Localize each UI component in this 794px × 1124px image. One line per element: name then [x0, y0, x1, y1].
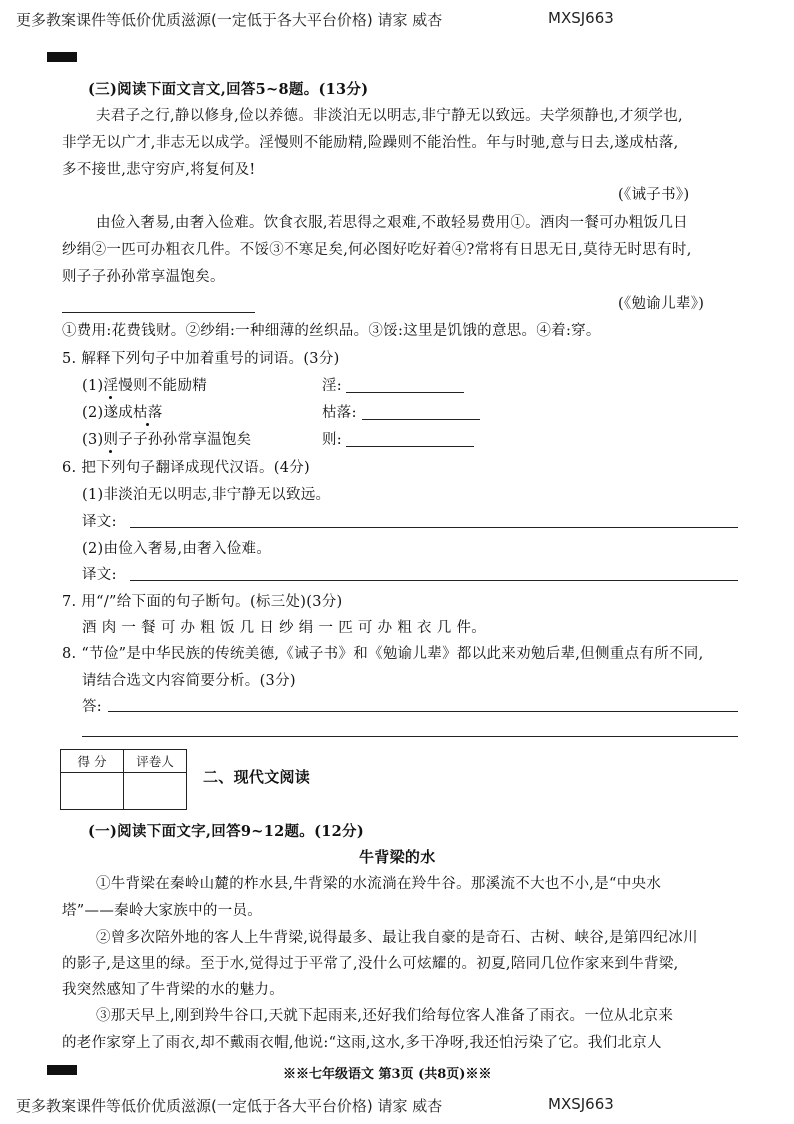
classical-text-line: 则子子孙孙常享温饱矣。: [62, 269, 225, 285]
section-title: (三)阅读下面文言文,回答5~8题。(13分): [88, 81, 369, 98]
registration-mark-top: [47, 52, 77, 62]
essay-line: ①牛背梁在秦岭山麓的柞水县,牛背梁的水流淌在羚牛谷。那溪流不大也不小,是“中央水: [96, 876, 662, 892]
question-7-sentence: 酒 肉 一 餐 可 办 粗 饭 几 日 纱 绢 一 匹 可 办 粗 衣 几 件。: [82, 620, 487, 636]
header-ad-text: 更多教案课件等低价优质滋源(一定低于各大平台价格) 请家 威杏: [16, 11, 443, 29]
translation-line[interactable]: [130, 580, 738, 581]
score-cell[interactable]: [61, 773, 124, 810]
classical-text-line: 由俭入奢易,由奢入俭难。饮食衣服,若思得之艰难,不敢轻易费用①。酒肉一餐可办粗饭几日: [96, 215, 688, 231]
question-8-stem-cont: 请结合选文内容简要分析。(3分): [82, 673, 296, 689]
question-6-stem: 6. 把下列句子翻译成现代汉语。(4分): [62, 460, 310, 476]
translation-label: 译文:: [82, 514, 117, 530]
question-7-stem: 7. 用“/”给下面的句子断句。(标三处)(3分): [62, 594, 343, 610]
emphasis-word: 则: [103, 428, 118, 449]
essay-title: 牛背梁的水: [359, 848, 436, 866]
classical-text-line: 非学无以广才,非志无以成学。淫慢则不能励精,险躁则不能治性。年与时驰,意与日去,遂成枯落,: [62, 135, 679, 151]
answer-blank[interactable]: [346, 446, 474, 447]
footer-ad-text: 更多教案课件等低价优质滋源(一定低于各大平台价格) 请家 威杏: [16, 1097, 443, 1115]
question-6-sentence: (1)非淡泊无以明志,非宁静无以致远。: [82, 487, 331, 503]
subsection-title: (一)阅读下面文字,回答9~12题。(12分): [88, 823, 364, 840]
question-5-item: (1)淫慢则不能励精: [82, 374, 207, 395]
essay-line: ②曾多次陪外地的客人上牛背梁,说得最多、最让我自豪的是奇石、古树、峡谷,是第四纪冰川: [96, 930, 698, 946]
essay-line: 的影子,是这里的绿。至于水,觉得过于平常了,没什么可炫耀的。初夏,陪同几位作家来到牛背梁,: [62, 956, 679, 972]
question-5-item: (3)则子子孙孙常享温饱矣: [82, 428, 251, 449]
answer-line[interactable]: [108, 711, 738, 712]
answer-label: 答:: [82, 699, 102, 715]
essay-line: 塔”——秦岭大家族中的一员。: [62, 903, 263, 919]
registration-mark-bottom: [47, 1065, 77, 1075]
emphasis-word: 枯落: [133, 401, 163, 422]
footer-code: MXSJ663: [548, 1095, 614, 1113]
translation-label: 译文:: [82, 567, 117, 583]
score-table: [60, 749, 187, 810]
answer-blank[interactable]: [346, 392, 464, 393]
footnotes: ①费用:花费钱财。②纱绢:一种细薄的丝织品。③馁:这里是饥饿的意思。④着:穿。: [62, 323, 601, 339]
header-code: MXSJ663: [548, 9, 614, 27]
question-5-stem: 5. 解释下列句子中加着重号的词语。(3分): [62, 351, 340, 367]
classical-text-line: 多不接世,悲守穷庐,将复何及!: [62, 162, 256, 178]
question-8-stem: 8. “节俭”是中华民族的传统美德,《诫子书》和《勉谕儿辈》都以此来劝勉后辈,但侧重点有所不同,: [62, 646, 704, 662]
grader-header: 评卷人: [124, 750, 187, 773]
source-citation: (《勉谕儿辈》): [618, 296, 705, 312]
classical-text-line: 纱绢②一匹可办粗衣几件。不馁③不寒足矣,何必图好吃好着④?常将有日思无日,莫待无时思有时,: [62, 242, 692, 258]
score-header: 得 分: [61, 750, 124, 773]
answer-blank[interactable]: [362, 419, 480, 420]
part-2-title: 二、现代文阅读: [203, 768, 311, 786]
answer-label: 枯落:: [322, 405, 357, 421]
essay-line: ③那天早上,刚到羚牛谷口,天就下起雨来,还好我们给每位客人准备了雨衣。一位从北京来: [96, 1008, 674, 1024]
question-5-item: (2)遂成枯落: [82, 401, 163, 422]
question-6-sentence: (2)由俭入奢易,由奢入俭难。: [82, 541, 272, 557]
essay-line: 的老作家穿上了雨衣,却不戴雨衣帽,他说:“这雨,这水,多干净呀,我还怕污染了它。我们北京人: [62, 1035, 662, 1051]
translation-line[interactable]: [130, 527, 738, 528]
notes-divider: [62, 312, 255, 313]
emphasis-word: 淫: [103, 374, 118, 395]
essay-line: 我突然感知了牛背梁的水的魅力。: [62, 982, 284, 998]
source-citation: (《诫子书》): [618, 187, 690, 203]
answer-label: 淫:: [322, 378, 342, 394]
answer-label: 则:: [322, 432, 342, 448]
grader-cell[interactable]: [124, 773, 187, 810]
page-footer: ※※七年级语文 第3页 (共8页)※※: [283, 1067, 492, 1082]
classical-text-line: 夫君子之行,静以修身,俭以养德。非淡泊无以明志,非宁静无以致远。夫学须静也,才须学也,: [96, 108, 683, 124]
answer-line[interactable]: [82, 736, 738, 737]
